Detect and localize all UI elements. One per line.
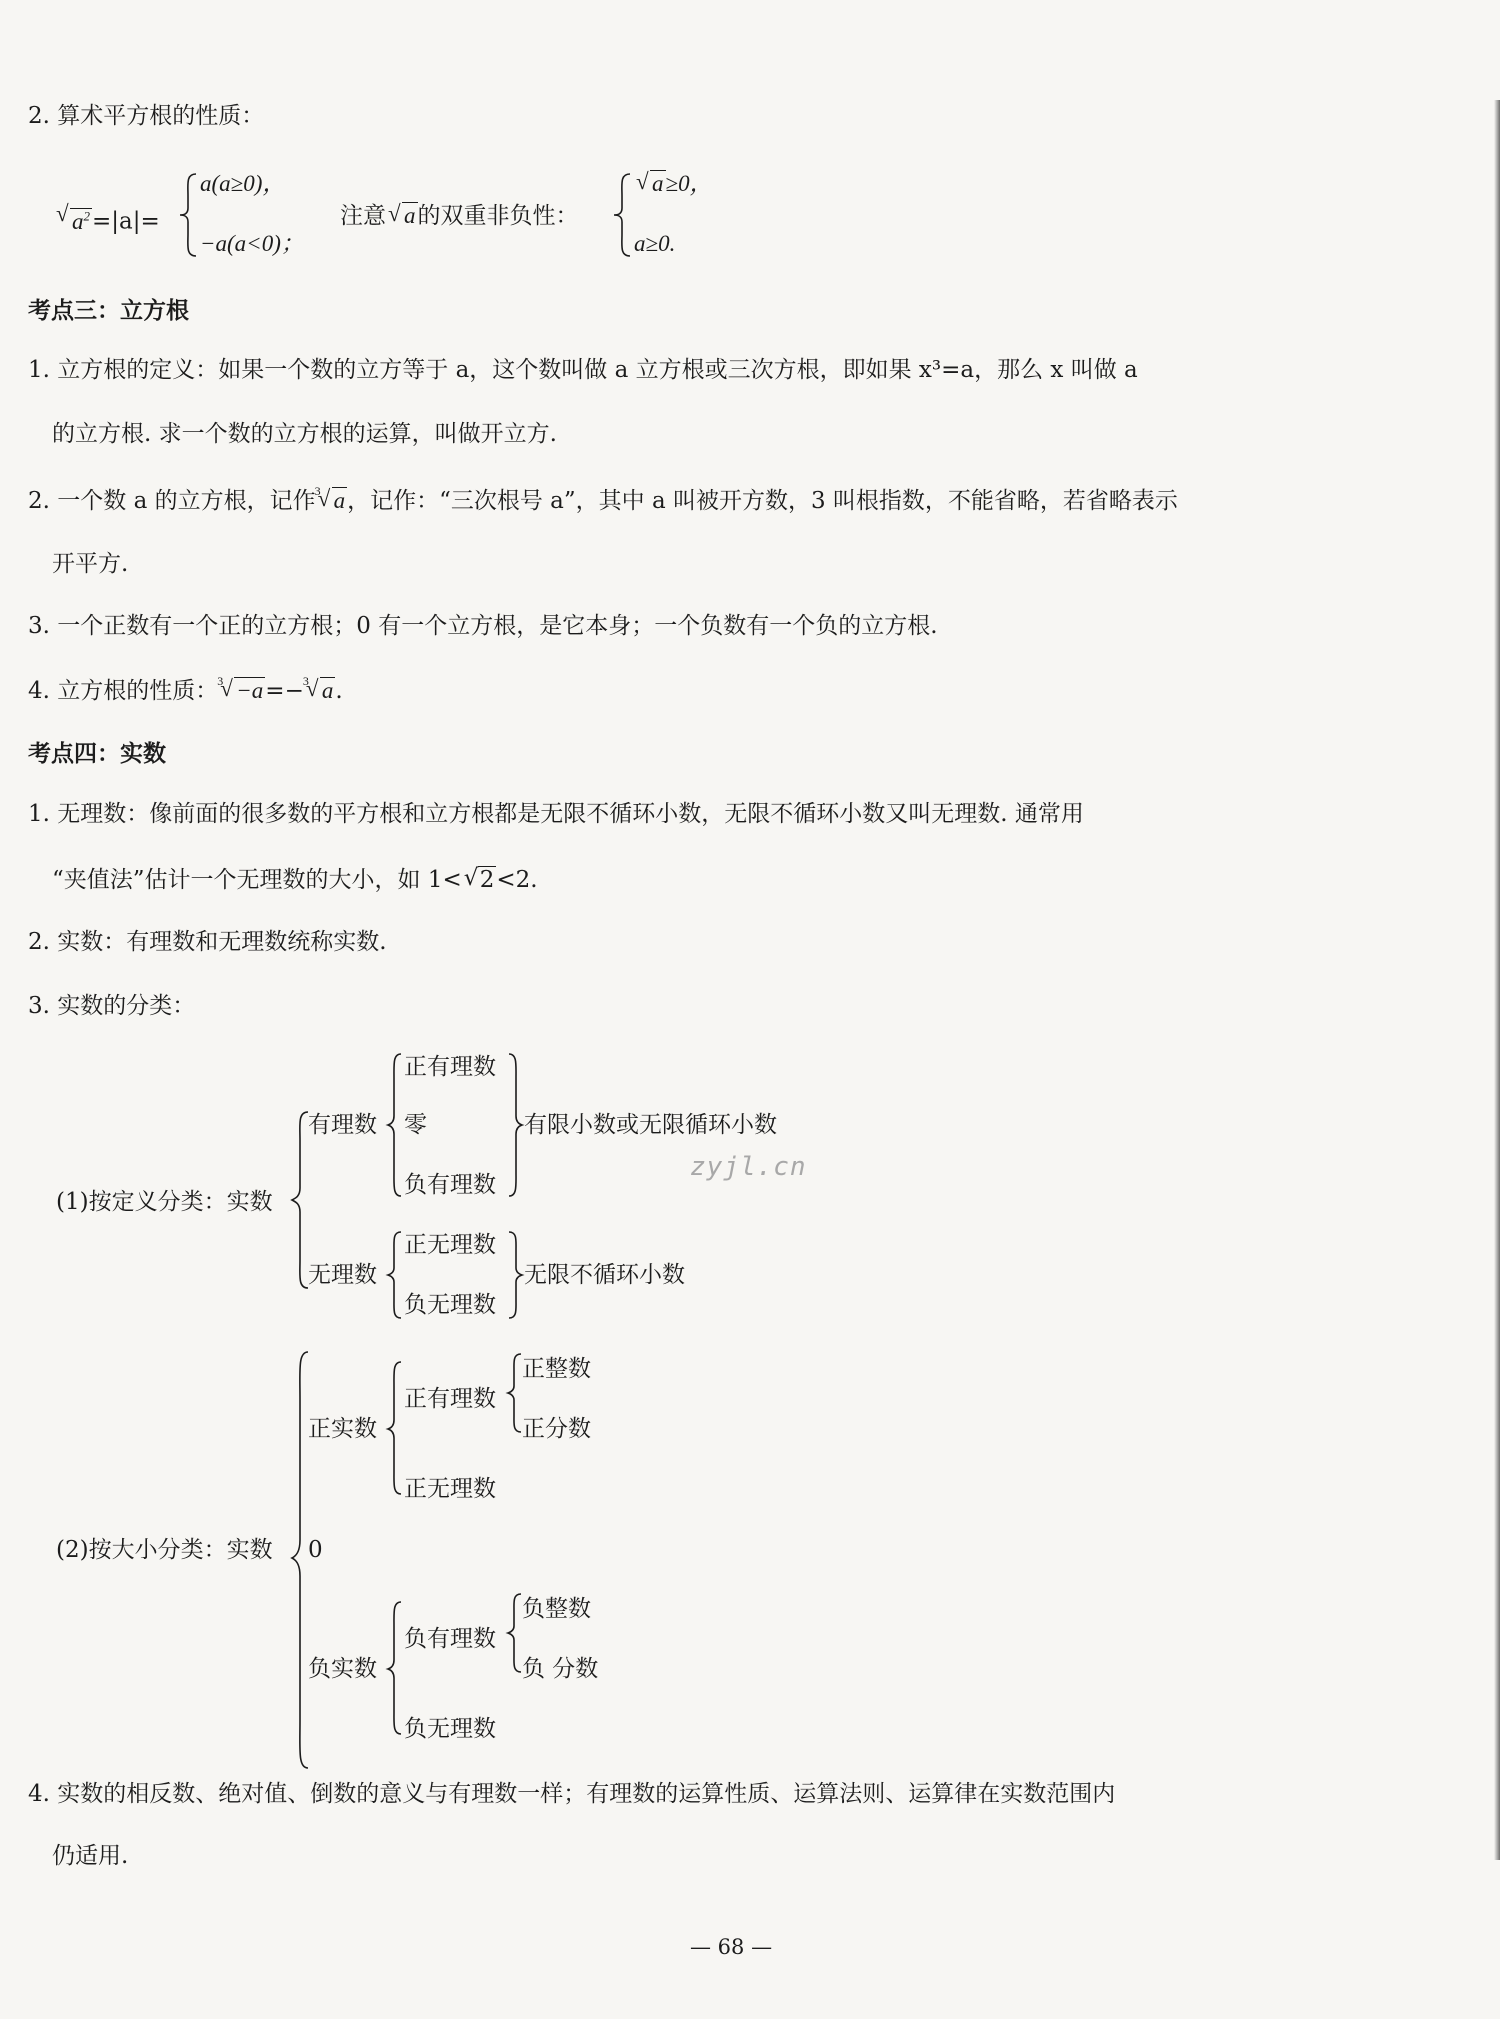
paragraph [28, 675, 343, 707]
tree2-pos-int: 正整数 [522, 1356, 591, 1382]
tree2-neg-real: 负实数 [308, 1656, 377, 1682]
paragraph: 开平方. [52, 551, 129, 577]
tree2-pos-irrational: 正无理数 [404, 1476, 496, 1502]
brace [386, 1600, 404, 1736]
tree2-pos-rational: 正有理数 [404, 1386, 496, 1412]
note-text-2: 的双重非负性： [417, 203, 579, 229]
cube-root-a: √ 3 a [318, 485, 348, 517]
tree2-neg-frac: 负 分数 [522, 1656, 599, 1682]
condition-1 [634, 168, 713, 200]
sqrt-a-squared: √ $a^2$ [56, 200, 92, 238]
tree1-irrational: 无理数 [308, 1262, 377, 1288]
text: 2. 算术平方根的性质： [28, 103, 265, 129]
left-brace [178, 172, 200, 258]
cube-root-neg-a: √ 3 −a [220, 675, 265, 707]
brace-right [506, 1230, 524, 1320]
brace [386, 1052, 404, 1198]
text: =− [265, 678, 304, 704]
heading-cube-root: 考点三：立方根 [28, 297, 189, 324]
page-edge-shadow [1494, 100, 1500, 1860]
sqrt-a: √ a [388, 200, 418, 232]
tree2-neg-int: 负整数 [522, 1596, 591, 1622]
text: 4. 立方根的性质： [28, 678, 219, 704]
paragraph: 3. 一个正数有一个正的立方根；0 有一个立方根，是它本身；一个负数有一个负的立方根. [28, 613, 938, 639]
tree2-root: (2)按大小分类：实数 [56, 1537, 273, 1563]
text: “夹值法”估计一个无理数的大小，如 1< [52, 867, 462, 893]
condition-2: a≥0. [634, 231, 676, 256]
paragraph: 1. 立方根的定义：如果一个数的立方等于 a，这个数叫做 a 立方根或三次方根，即如果 x³=a，那么 x 叫做 a [28, 357, 1138, 383]
watermark: zyjl.cn [690, 1152, 807, 1182]
tree1-rational: 有理数 [308, 1112, 377, 1138]
paragraph: 仍适用. [52, 1843, 129, 1869]
tree2-pos-real: 正实数 [308, 1416, 377, 1442]
paragraph [52, 864, 538, 896]
paragraph [28, 485, 1178, 517]
sqrt-2: √ 2 [464, 864, 497, 896]
cond1-text: ≥0， [665, 171, 713, 196]
page-number: — 68 — [690, 1935, 773, 1959]
text: 2. 一个数 a 的立方根，记作 [28, 488, 316, 514]
tree1-rational-note: 有限小数或无限循环小数 [524, 1112, 777, 1138]
tree1-pos-irrational: 正无理数 [404, 1232, 496, 1258]
text: <2. [496, 867, 538, 893]
sqrt-a: √ a [636, 168, 666, 200]
paragraph: 4. 实数的相反数、绝对值、倒数的意义与有理数一样；有理数的运算性质、运算法则、运算律在实数范围内 [28, 1781, 1116, 1807]
tree2-pos-frac: 正分数 [522, 1416, 591, 1442]
text: ，记作：“三次根号 a”，其中 a 叫被开方数，3 叫根指数，不能省略，若省略表示 [347, 488, 1178, 514]
paragraph: 的立方根. 求一个数的立方根的运算，叫做开立方. [52, 421, 557, 447]
tree1-root: (1)按定义分类：实数 [56, 1189, 273, 1215]
case-1: a(a≥0)， [200, 171, 286, 196]
brace [386, 1360, 404, 1496]
abs-eq: =|a|= [92, 208, 160, 235]
sqrt-formula [54, 200, 160, 238]
heading-real-numbers: 考点四：实数 [28, 740, 166, 767]
brace-right [506, 1052, 524, 1198]
note-text: 注意 [340, 203, 386, 229]
case-2: −a(a<0)； [200, 231, 304, 256]
tree1-neg-rational: 负有理数 [404, 1172, 496, 1198]
tree1-irrational-note: 无限不循环小数 [524, 1262, 685, 1288]
tree1-zero: 零 [404, 1112, 427, 1138]
text: . [335, 678, 343, 704]
tree2-zero: 0 [308, 1537, 323, 1563]
tree2-neg-rational: 负有理数 [404, 1626, 496, 1652]
paragraph: 2. 实数：有理数和无理数统称实数. [28, 929, 387, 955]
tree1-pos-rational: 正有理数 [404, 1054, 496, 1080]
tree1-neg-irrational: 负无理数 [404, 1292, 496, 1318]
brace [386, 1230, 404, 1320]
section-title [28, 100, 264, 132]
tree2-neg-irrational: 负无理数 [404, 1716, 496, 1742]
note [340, 200, 579, 232]
paragraph: 3. 实数的分类： [28, 993, 196, 1019]
left-brace [612, 172, 634, 258]
paragraph: 1. 无理数：像前面的很多数的平方根和立方根都是无限不循环小数，无限不循环小数又叫无理数. 通常用 [28, 801, 1084, 827]
cube-root-a: √ 3 a [306, 675, 336, 707]
